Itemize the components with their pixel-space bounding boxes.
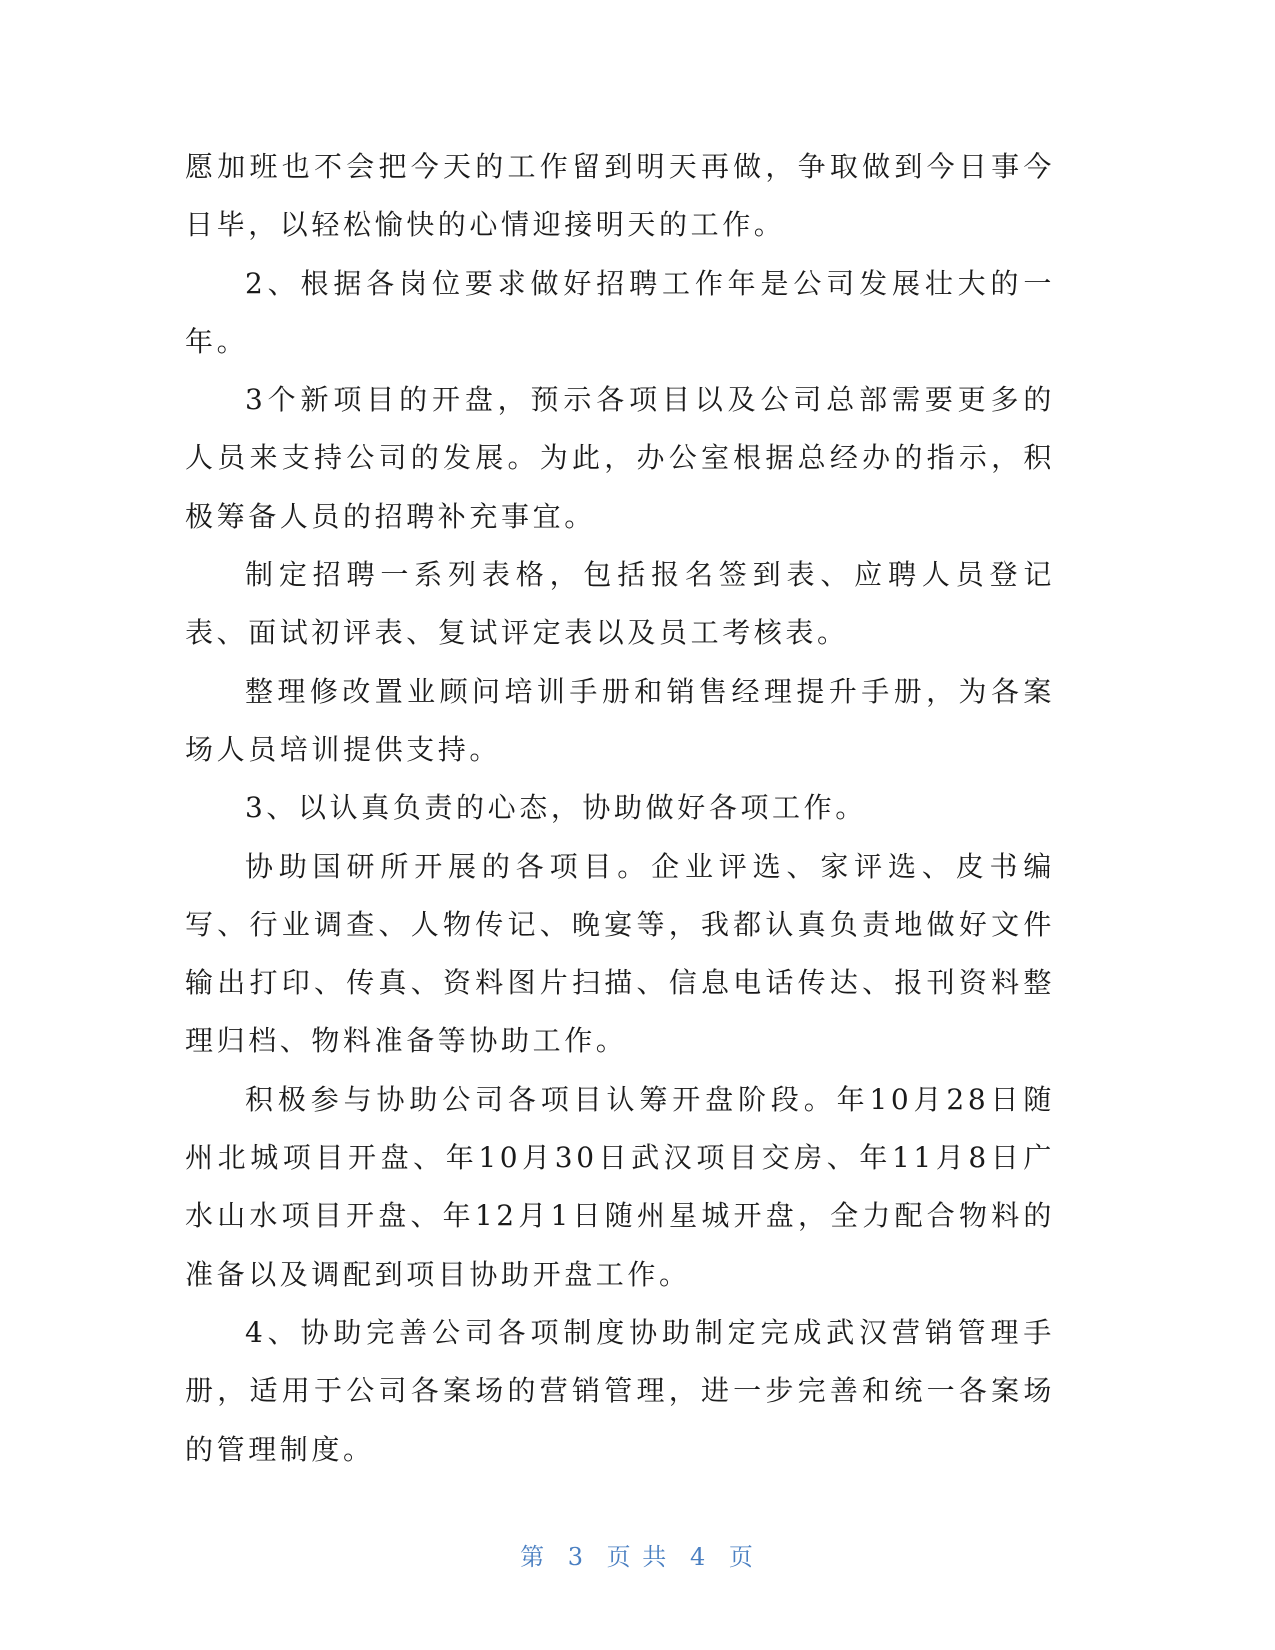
paragraph: 2、根据各岗位要求做好招聘工作年是公司发展壮大的一年。 xyxy=(185,266,1055,358)
paragraph: 3、以认真负责的心态，协助做好各项工作。 xyxy=(245,791,867,825)
footer-prefix: 第 xyxy=(520,1543,547,1571)
footer-middle: 页 共 xyxy=(606,1543,669,1571)
paragraph: 协助国研所开展的各项目。企业评选、家评选、皮书编写、行业调查、人物传记、晚宴等，我都认真负责地做好文件输出打印、传真、资料图片扫描、信息电话传达、报刊资料整理归档、物料准备等协助工作。 xyxy=(185,849,1055,1058)
footer-total-pages: 4 xyxy=(689,1543,708,1571)
page-number-footer xyxy=(0,1537,1275,1572)
paragraph: 积极参与协助公司各项目认筹开盘阶段。年10月28日随州北城项目开盘、年10月30日武汉项目交房、年11月8日广水山水项目开盘、年12月1日随州星城开盘，全力配合物料的准备以及调配到项目协助开盘工作。 xyxy=(185,1082,1055,1291)
paragraph: 3个新项目的开盘，预示各项目以及公司总部需要更多的人员来支持公司的发展。为此，办公室根据总经办的指示，积极筹备人员的招聘补充事宜。 xyxy=(185,383,1055,533)
paragraph: 整理修改置业顾问培训手册和销售经理提升手册，为各案场人员培训提供支持。 xyxy=(185,674,1055,766)
footer-suffix: 页 xyxy=(728,1543,755,1571)
paragraph: 4、协助完善公司各项制度协助制定完成武汉营销管理手册，适用于公司各案场的营销管理，进一步完善和统一各案场的管理制度。 xyxy=(185,1315,1055,1466)
paragraph: 愿加班也不会把今天的工作留到明天再做，争取做到今日事今日毕，以轻松愉快的心情迎接明天的工作。 xyxy=(185,150,1055,242)
footer-current-page: 3 xyxy=(567,1543,586,1571)
document-body xyxy=(185,138,1055,1479)
paragraph: 制定招聘一系列表格，包括报名签到表、应聘人员登记表、面试初评表、复试评定表以及员工考核表。 xyxy=(185,558,1055,650)
